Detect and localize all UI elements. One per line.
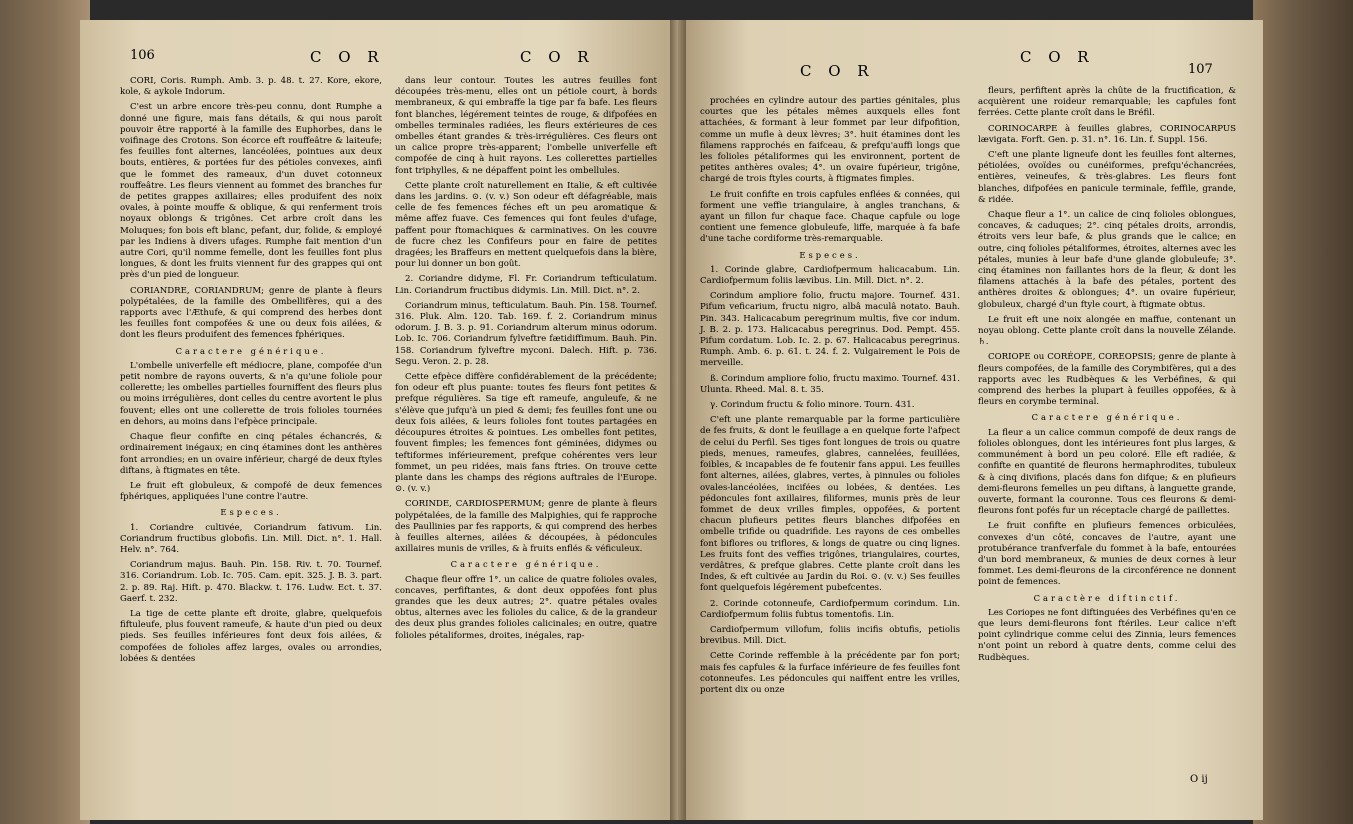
section-heading: Caractère diftinctif. [1033,592,1181,603]
paragraph: Le fruit eft globuleux, & compofé de deux femences fphériques, appliquées l'une contre l'autre. [120,480,382,503]
left-page-number: 106 [130,48,155,63]
section-heading: Especes. [220,507,282,518]
paragraph: CORIOPE ou CORÉOPE, COREOPSIS; genre de plante à fleurs compofées, de la famille des Corymbifères, qui a des rapports avec les Rudbèques & les Verbéfines, & qui comprend des herbes la plupart à feuilles oppofées, & à fleurs en corymbe terminal. [978,352,1236,408]
paragraph: 1. Corinde glabre, Cardiofpermum halicacabum. Lin. Cardiofpermum foliis lævibus. Lin. Mill. Dict. n°. 2. [700,264,960,287]
page-signature: O ij [1190,774,1208,785]
paragraph: Corindum ampliore folio, fructu majore. Tournef. 431. Pifum veficarium, fructu nigro, albâ maculâ notato. Bauh. Pin. 343. Halicacabum peregrinum multis, five cor indum. J. B. 2. p. 173. Halicacabus peregrinus. Dod. Pempt. 455. Pifum cordatum. Lob. Ic. 2. p. 67. Halicacabus peregrinus. Rumph. Amb. 6. p. 61. t. 24. f. 2. Vulgairement le Pois de merveille. [700,291,960,369]
paragraph: Le fruit eft une noix alongée en maffue, contenant un noyau oblong. Cette plante croît dans la nouvelle Zélande. ♄. [978,314,1236,348]
paragraph: La fleur a un calice commun compofé de deux rangs de folioles oblongues, dont les intérieures font plus larges, & communément à bord un peu coloré. Elle eft radiée, & confifte en quantité de fleurons hermaphrodites, tubuleux & à cinq divifions, placés dans fon difque; & en plufieurs demi-fleurons femelles un peu diftans, à languette grande, ouverte, formant la couronne. Tous ces fleurons & demi-fleurons font pofés fur un réceptacle chargé de paillettes. [978,427,1236,517]
paragraph: Le fruit confifte en plufieurs femences orbiculées, convexes d'un côté, concaves de l'autre, ayant une protubérance tranfverfale du fommet à la bafe, entourées d'un bord membraneux, & munies de deux cornes à leur fommet. Les demi-fleurons de la circonférence ne donnent point de femences. [978,521,1236,588]
paragraph: 2. Corinde cotonneufe, Cardiofpermum corindum. Lin. Cardiofpermum foliis fubtus tomentofis. Lin. [700,598,960,620]
paragraph: Cette plante croît naturellement en Italie, & eft cultivée dans les jardins. ⊙. (v. v.) Son odeur eft défagréable, mais celle de fes femences féches eft un peu aromatique & même affez fuave. Ces femences qui font feules d'ufage, paffent pour ftomachiques & carminatives. On les couvre de fucre chez les Confifeurs pour en faire de petites dragées; les Braffeurs en mettent quelquefois dans la bière, pour lui donner un bon goût. [395,180,657,270]
paragraph: CORI, Coris. Rumph. Amb. 3. p. 48. t. 27. Kore, ekore, kole, & aykole Indorum. [120,76,382,98]
section-heading: Caractere générique. [450,559,602,570]
book-gutter [670,20,686,820]
paragraph: Coriandrum minus, tefticulatum. Bauh. Pin. 158. Tournef. 316. Pluk. Alm. 120. Tab. 169. f. 2. Coriandrum minus odorum. J. B. 3. p. 91. Coriandrum alterum minus odorum. Lob. Ic. 706. Coriandrum fylveftre fætidiffimum. Bauh. Pin. 158. Coriandrum fylveftre myconi. Dalech. Hift. p. 736. Segu. Veron. 2. p. 28. [395,300,657,367]
paragraph: C'est un arbre encore très-peu connu, dont Rumphe a donné une figure, mais fans détails, & qui nous paroît pouvoir être rapporté à la famille des Euphorbes, dans le voifinage des Crotons. Son écorce eft rouffeâtre & laiteufe; fes feuilles font alternes, lancéolées, pointues aux deux bouts, entières, & portées fur des pétioles convexes, ainfi que le fommet des rameaux, d'un duvet cotonneux rouffeâtre. Les fleurs viennent au fommet des branches fur de petites grappes axillaires; elles produifent des noix ovales, à pointe mouffe & oblique, & qui renferment trois noyaux oblongs & trigônes. Cet arbre croît dans les Moluques; fon bois eft blanc, pefant, dur, folide, & employé par les Indiens à divers ufages. Rumphe fait mention d'un autre Cori, qu'il nomme femelle, dont les feuilles font plus longues, & dont les fruits viennent fur des grappes qui ont près d'un pied de longueur. [120,102,382,281]
paragraph: CORIANDRE, CORIANDRUM; genre de plante à fleurs polypétalées, de la famille des Ombellifères, qui a des rapports avec l'Æthufe, & qui comprend des herbes dont les feuilles font compofées & une ou deux fois ailées, & dont les fleurs produifent des femences fphériques. [120,285,382,341]
paragraph: C'eft une plante remarquable par la forme particulière de fes fruits, & dont le feuillage a en quelque forte l'afpect de celui du Perfil. Ses tiges font longues de trois ou quatre pieds, menues, rameufes, glabres, cannelées, feuillées, foibles, & incapables de fe foutenir fans appui. Les feuilles font alternes, ailées, glabres, vertes, à pinnules ou folioles ovales-lancéolées, incifées ou lobées, & dentées. Les pédoncules font axillaires, filiformes, munis près de leur fommet de deux vrilles fimples, oppofées, & portent chacun plufieurs petites fleurs blanches difpofées en ombelle trifide ou quadrifide. Les rayons de ces ombelles font biflores ou triflores, & longs de quatre ou cinq lignes. Les fruits font des veffies trigônes, triangulaires, courtes, verdâtres, & prefque glabres. Cette plante croît dans les Indes, & eft cultivée au Jardin du Roi. ⊙. (v. v.) Ses feuilles font quelquefois légérement pubefcentes. [700,415,960,594]
paragraph: ß. Corindum ampliore folio, fructu maximo. Tournef. 431. Ulunta. Rheed. Mal. 8. t. 35. [700,373,960,395]
right-page-header-inner: C O R [800,62,875,80]
paragraph: 2. Coriandre didyme, Fl. Fr. Coriandrum tefticulatum. Lin. Coriandrum fructibus didymis. Lin. Mill. Dict. n°. 2. [395,274,657,296]
book-cover-right [1253,0,1353,824]
paragraph: CORINDE, CARDIOSPERMUM; genre de plante à fleurs polypétalées, de la famille des Malpighies, qui fe rapproche des Paullinies par fes rapports, & qui comprend des herbes à feuilles alternes, ailées & découpées, à pédoncules axillaires munis de vrilles, & à fruits enflés & véficuleux. [395,499,657,555]
section-heading: Caractere générique. [175,345,327,356]
paragraph: Cardiofpermum villofum, foliis incifis obtufis, petiolis brevibus. Mill. Dict. [700,624,960,647]
paragraph: Les Coriopes ne font diftinguées des Verbéfines qu'en ce que leurs demi-fleurons font ftériles. Leur calice n'eft point cylindrique comme celui des Zinnia, leurs femences n'ont point un rebord à quatre dents, comme celui des Rudbèques. [978,607,1236,663]
left-page-header-2: C O R [520,48,595,66]
paragraph: 1. Coriandre cultivée, Coriandrum fativum. Lin. Coriandrum fructibus globofis. Lin. Mill. Dict. n°. 1. Hall. Helv. n°. 764. [120,522,382,555]
paragraph: Chaque fleur offre 1°. un calice de quatre folioles ovales, concaves, perfiftantes, & dont deux oppofées font plus grandes que les deux autres; 2°. quatre pétales ovales obtus, alternes avec les folioles du calice, & de la grandeur des deux plus grandes folioles calicinales; en outre, quatre folioles pétaliformes, droites, inégales, rap- [395,574,657,641]
paragraph: Le fruit confifte en trois capfules enflées & connées, qui forment une veffie triangulaire, à angles tranchans, & ayant un fillon fur chaque face. Chaque capfule ou loge contient une femence globuleufe, liffe, marquée à fa bafe d'une tache cordiforme très-remarquable. [700,189,960,245]
right-column-2 [978,86,1236,668]
section-heading: Especes. [799,249,861,260]
left-column-2 [395,76,657,646]
left-page-header: C O R [310,48,385,66]
paragraph: Coriandrum majus. Bauh. Pin. 158. Riv. t. 70. Tournef. 316. Coriandrum. Lob. Ic. 705. Cam. epit. 325. J. B. 3. part. 2. p. 89. Raj. Hift. p. 470. Blackw. t. 176. Ludw. Ect. t. 37. Gaerf. t. 232. [120,560,382,604]
right-page-number: 107 [1188,62,1213,77]
right-column-1 [700,96,960,700]
paragraph: CORINOCARPE à feuilles glabres, CORINOCARPUS lævigata. Forft. Gen. p. 31. n°. 16. Lin. f. Suppl. 156. [978,123,1236,145]
left-column-1 [120,76,382,669]
right-page-header: C O R [1020,48,1095,66]
paragraph: γ. Corindum fructu & folio minore. Tourn. 431. [710,400,915,411]
paragraph: dans leur contour. Toutes les autres feuilles font découpées très-menu, elles ont un pétiole court, à bords membraneux, & qui embraffe la tige par fa bafe. Les fleurs font blanches, légérement teintes de rouge, & difpofées en ombelles terminales radiées, les fleurs extérieures de ces ombelles étant grandes & très-irrégulières. Ces fleurs ont un calice propre très-apparent; l'ombelle univerfelle eft compofée de cinq à huit rayons. Les collerettes partielles font triphylles, & ne dépaffent point les ombellules. [395,76,657,176]
paragraph: Cette efpèce diffère confidérablement de la précédente; fon odeur eft plus puante: toutes fes fleurs font petites & prefque régulières. Sa tige eft rameufe, anguleufe, & ne s'élève que jufqu'à un pied & demi; fes feuilles font une ou deux fois ailées, & leurs folioles font toutes partagées en découpures étroites & pointues. Les ombelles font petites, fouvent fimples; les femences font géminées, didymes ou teftiformes inférieurement, prefque cohérentes vers leur fommet, un peu ridées, mais fans ftries. On trouve cette plante dans les champs des régions auftrales de l'Europe. ⊙. (v. v.) [395,372,657,495]
section-heading: Caractere générique. [1031,412,1183,423]
paragraph: C'eft une plante ligneufe dont les feuilles font alternes, pétiolées, ovoïdes ou cunéiformes, prefqu'échancrées, entières, veineufes, & très-glabres. Les fleurs font blanches, difpofées en panicule terminale, feffile, grande, & ridée. [978,150,1236,205]
paragraph: fleurs, perfiftent après la chûte de la fructification, & acquièrent une roideur remarquable; les capfules font ferrées. Cette plante croît dans le Bréfil. [978,86,1236,119]
paragraph: Chaque fleur a 1°. un calice de cinq folioles oblongues, concaves, & caduques; 2°. cinq pétales droits, arrondis, étroits vers leur bafe, & plus grands que le calice; en outre, cinq folioles pétaliformes, étroites, alternes avec les pétales, munies à leur bafe d'une glande globuleufe; 3°. cinq étamines non faillantes hors de la fleur, & dont les filamens attachés à la bafe des pétales, portent des anthères droites & oblongues; 4°. un ovaire fupérieur, globuleux, chargé d'un ftyle court, à ftigmate obtus. [978,210,1236,310]
paragraph: Chaque fleur confifte en cinq pétales échancrés, & ordinairement inégaux; en cinq étamines dont les anthères font arrondies; en un ovaire inférieur, chargé de deux ftyles diftans, à ftigmates en tête. [120,432,382,476]
paragraph: prochées en cylindre autour des parties génitales, plus courtes que les pétales mêmes auxquels elles font attachées, & formant à leur fommet par leur difpofition, comme un mufle à deux lèvres; 3°. huit étamines dont les filamens rapprochés en faifceau, & prefqu'auffi longs que les folioles pétaliformes qui les environnent, portent de petites anthères ovales; 4°. un ovaire fupérieur, trigône, chargé de trois ftyles courts, à ftigmates fimples. [700,96,960,185]
paragraph: La tige de cette plante eft droite, glabre, quelquefois fiftuleufe, plus fouvent rameufe, & haute d'un pied ou deux pieds. Ses feuilles inférieures font deux fois ailées, & compofées de folioles affez larges, ovales ou arrondies, lobées & dentées [120,608,382,664]
paragraph: Cette Corinde reffemble à la précédente par fon port; mais fes capfules & la furface inférieure de fes feuilles font cotonneufes. Les pédoncules qui naiffent entre les vrilles, portent dix ou onze [700,651,960,695]
book-cover-left [0,0,90,824]
paragraph: L'ombelle univerfelle eft médiocre, plane, compofée d'un petit nombre de rayons ouverts, & n'a qu'une foliole pour collerette; les ombelles partielles fourniffent des fleurs plus ou moins irrégulières, dont celles du centre avortent le plus fouvent; elles ont une collerette de trois folioles tournées en dehors, au moins dans l'efpèce principale. [120,360,382,427]
